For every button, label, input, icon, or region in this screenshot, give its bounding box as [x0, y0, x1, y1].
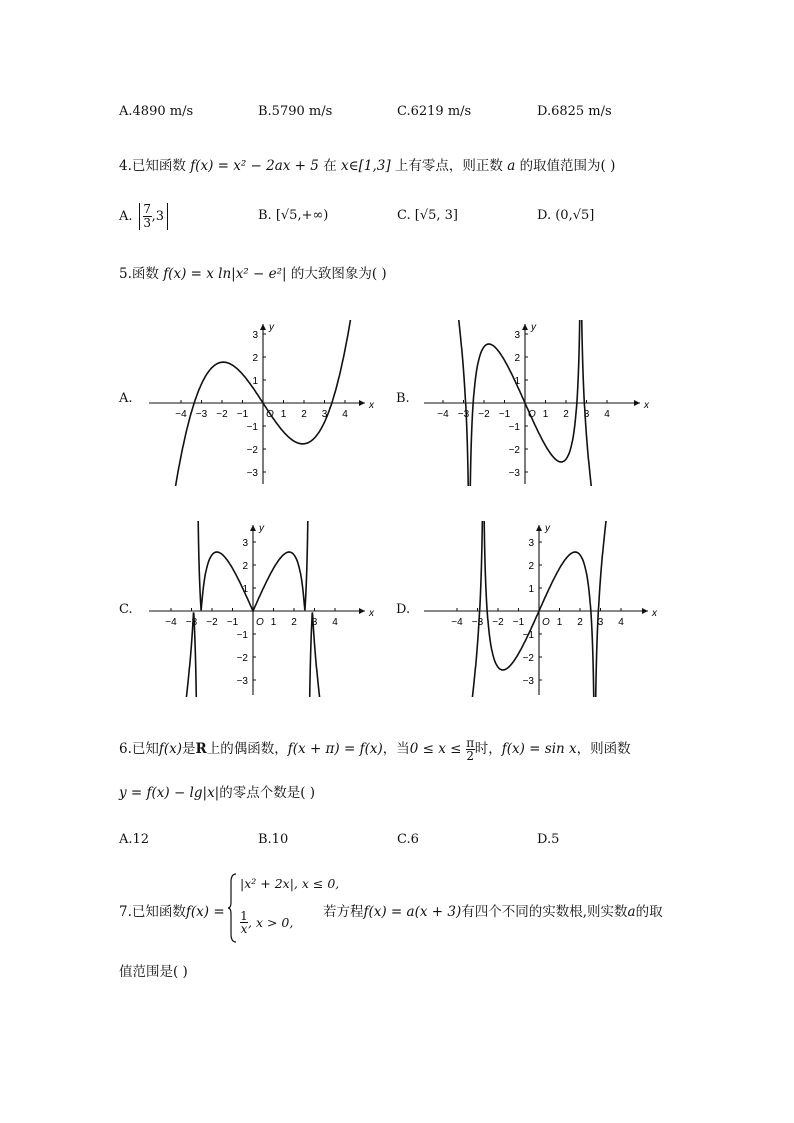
- x-tick-label: 1: [542, 409, 549, 420]
- x-tick-label: −4: [165, 617, 177, 628]
- y-tick-label: −1: [246, 422, 258, 433]
- y-tick-label: 1: [514, 376, 520, 387]
- x-tick-label: 3: [311, 617, 318, 628]
- y-axis-label: y: [259, 523, 264, 534]
- graph-label-b: B.: [396, 391, 410, 406]
- q6-option-d: D.5: [537, 832, 560, 847]
- q4-option-a: A. $\frac{7}{3}$ ,3: [119, 203, 168, 230]
- x-tick-label: 2: [563, 409, 569, 420]
- q4-option-b: B. [√5,+∞): [258, 208, 329, 223]
- q4-stem: 4.已知函数 f(x) = x² − 2ax + 5 在 x∈[1,3] 上有零点，则正数 a 的取值范围为( ): [119, 158, 616, 174]
- x-tick-label: 1: [280, 409, 287, 420]
- y-tick-label: −1: [508, 422, 520, 433]
- q6-option-a: A.12: [119, 832, 150, 847]
- y-axis-label: y: [531, 322, 536, 333]
- x-tick-label: −2: [492, 617, 504, 628]
- x-axis-arrow-icon: [642, 608, 648, 614]
- x-tick-label: −3: [195, 409, 208, 420]
- y-tick-label: 3: [242, 538, 248, 549]
- q5-stem: 5.函数 f(x) = x ln|x² − e²| 的大致图象为( ): [119, 266, 387, 282]
- y-tick-label: −3: [246, 468, 258, 479]
- x-tick-label: −4: [437, 409, 449, 420]
- y-axis-arrow-icon: [522, 324, 528, 330]
- y-tick-label: 1: [528, 584, 534, 595]
- q7-stem-line1: 7.已知函数f(x) =: [119, 904, 225, 920]
- q4-option-d: D. (0,√5]: [537, 208, 595, 223]
- x-axis-label: x: [369, 400, 374, 411]
- y-tick-label: 1: [242, 584, 248, 595]
- x-tick-label: −3: [471, 617, 484, 628]
- y-axis-arrow-icon: [260, 324, 266, 330]
- y-tick-label: −2: [246, 445, 258, 456]
- x-axis-arrow-icon: [634, 400, 640, 406]
- x-axis-label: x: [644, 400, 649, 411]
- x-tick-label: −3: [185, 617, 198, 628]
- x-axis-label: x: [369, 608, 374, 619]
- q6-stem-line2: y = f(x) − lg|x|的零点个数是( ): [119, 785, 316, 801]
- x-tick-label: −1: [498, 409, 511, 420]
- x-tick-label: −2: [478, 409, 490, 420]
- y-tick-label: 1: [252, 376, 258, 387]
- x-tick-label: 4: [604, 409, 610, 420]
- q4-option-c: C. [√5, 3]: [397, 208, 458, 223]
- x-axis-arrow-icon: [359, 400, 365, 406]
- x-tick-label: 1: [270, 617, 277, 628]
- x-tick-label: 1: [556, 617, 563, 628]
- y-tick-label: −2: [522, 653, 534, 664]
- origin-label: O: [528, 409, 536, 420]
- y-tick-label: −1: [236, 630, 248, 641]
- y-tick-label: 2: [528, 561, 534, 572]
- function-curve: [424, 519, 483, 699]
- graph-a: [143, 318, 379, 488]
- y-tick-label: −2: [508, 445, 520, 456]
- x-tick-label: −2: [206, 617, 218, 628]
- y-axis-arrow-icon: [536, 525, 542, 531]
- y-axis-label: y: [269, 322, 274, 333]
- y-axis-arrow-icon: [250, 525, 256, 531]
- graph-label-c: C.: [119, 602, 133, 617]
- origin-label: O: [266, 409, 274, 420]
- x-tick-label: −1: [236, 409, 249, 420]
- x-tick-label: −3: [457, 409, 470, 420]
- y-tick-label: 2: [242, 561, 248, 572]
- q7-case2: 1 x , x > 0,: [240, 909, 294, 936]
- x-tick-label: 3: [597, 617, 604, 628]
- graph-label-a: A.: [119, 391, 133, 406]
- y-tick-label: 2: [252, 353, 258, 364]
- y-tick-label: 3: [514, 330, 520, 341]
- function-curve: [595, 519, 654, 699]
- y-tick-label: −3: [236, 676, 248, 687]
- graph-label-d: D.: [396, 602, 411, 617]
- x-tick-label: −4: [451, 617, 463, 628]
- graph-b: [418, 318, 654, 488]
- x-axis-arrow-icon: [359, 608, 365, 614]
- x-tick-label: 2: [577, 617, 583, 628]
- y-tick-label: 3: [528, 538, 534, 549]
- x-tick-label: −1: [512, 617, 525, 628]
- x-tick-label: −2: [216, 409, 228, 420]
- q3-option-c: C.6219 m/s: [397, 104, 472, 119]
- x-axis-label: x: [652, 608, 657, 619]
- q6-option-b: B.10: [258, 832, 289, 847]
- y-tick-label: −2: [236, 653, 248, 664]
- graph-c: [143, 519, 379, 699]
- x-tick-label: 3: [583, 409, 590, 420]
- x-tick-label: 4: [618, 617, 624, 628]
- y-tick-label: −3: [522, 676, 534, 687]
- y-axis-label: y: [545, 523, 550, 534]
- graph-d: [418, 519, 662, 699]
- q3-option-b: B.5790 m/s: [258, 104, 333, 119]
- y-tick-label: −1: [522, 630, 534, 641]
- q7-stem-line1b: 若方程f(x) = a(x + 3)有四个不同的实数根,则实数a的取: [323, 904, 663, 920]
- y-tick-label: −3: [508, 468, 520, 479]
- q6-stem-line1: 6.已知f(x)是R上的偶函数，f(x + π) = f(x)，当0 ≤ x ≤ $\frac{\pi}{2}$ 时，f(x) = sin x，则函数: [119, 736, 631, 763]
- q3-option-d: D.6825 m/s: [537, 104, 612, 119]
- q3-option-a: A.4890 m/s: [119, 104, 194, 119]
- function-curve: [309, 612, 368, 699]
- x-tick-label: −4: [175, 409, 187, 420]
- x-tick-label: −1: [226, 617, 239, 628]
- y-tick-label: 2: [514, 353, 520, 364]
- x-tick-label: 3: [321, 409, 328, 420]
- q6-option-c: C.6: [397, 832, 419, 847]
- q7-case1: |x² + 2x|, x ≤ 0,: [240, 876, 340, 891]
- brace-icon: [228, 872, 238, 944]
- origin-label: O: [256, 617, 264, 628]
- x-tick-label: 2: [291, 617, 297, 628]
- x-tick-label: 4: [332, 617, 338, 628]
- origin-label: O: [542, 617, 550, 628]
- y-tick-label: 3: [252, 330, 258, 341]
- x-tick-label: 2: [301, 409, 307, 420]
- x-tick-label: 4: [342, 409, 348, 420]
- q7-stem-line2: 值范围是( ): [119, 964, 188, 980]
